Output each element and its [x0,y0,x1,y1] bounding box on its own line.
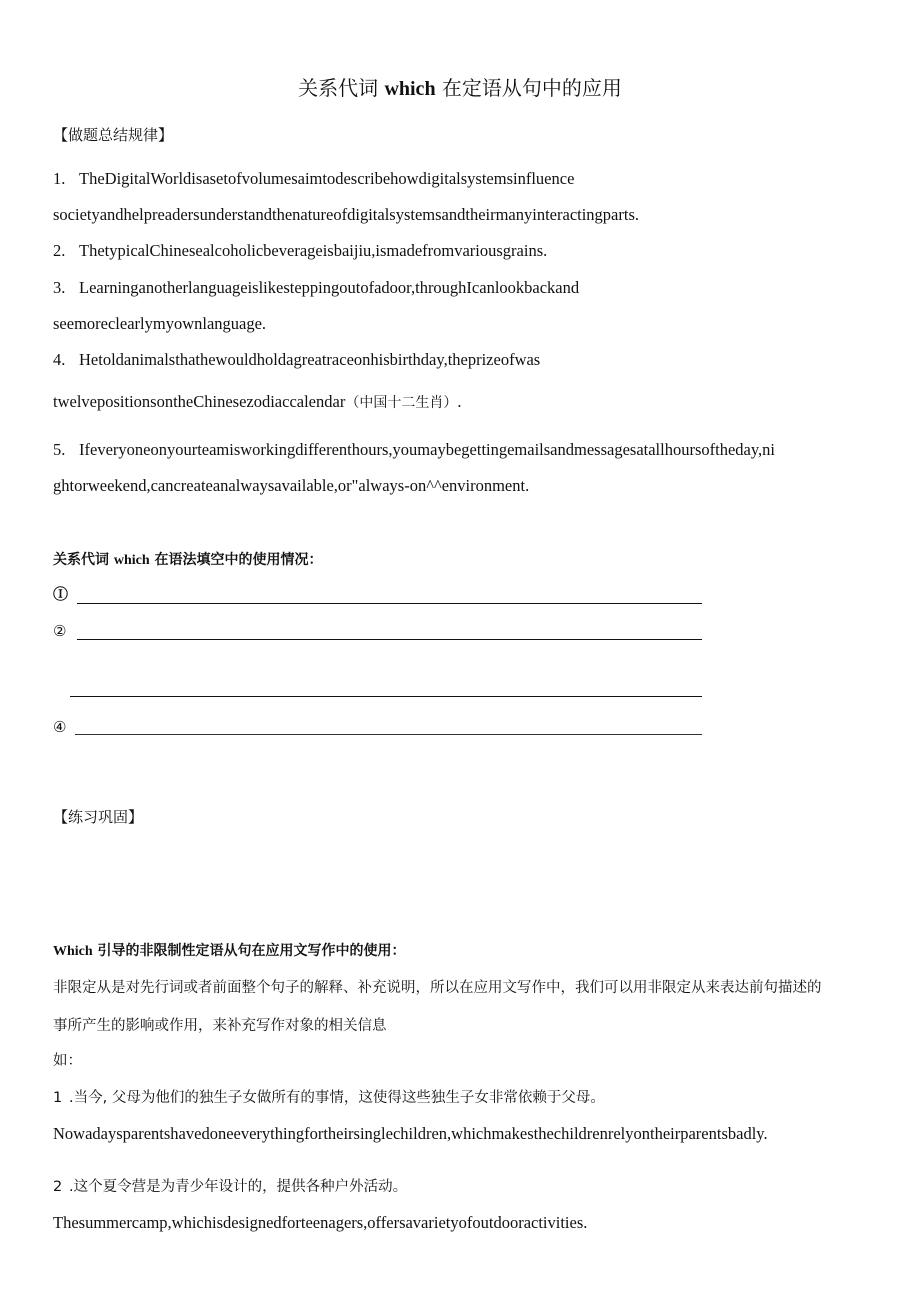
answer-blank-1[interactable] [77,603,702,604]
sentence-2: 2. ThetypicalChinesealcoholicbeverageisbaijiu,ismadefromvariousgrains. [53,241,548,260]
example-2-en: Thesummercamp,whichisdesignedforteenagers,offersavarietyofoutdooractivities. [53,1213,588,1232]
sentence-3-line-1: 3. Learninganotherlanguageislikesteppingoutofadoor,throughIcanlookbackand [53,278,580,297]
blank-marker-2: ② [53,622,67,640]
example-2-cn: 2 .这个夏令营是为青少年设计的，提供各种户外活动。 [53,1179,408,1195]
answer-blank-3[interactable] [70,696,702,697]
usage-heading: 关系代词 which 在语法填空中的使用情况： [53,552,323,568]
sentence-4-line-1: 4. Hetoldanimalsthathewouldholdagreatraceonhisbirthday,theprizeofwas [53,350,541,369]
sentence-5-line-2: ghtorweekend,cancreateanalwaysavailable,or"always-on^^environment. [53,476,530,495]
example-1-cn: 1 .当今, 父母为他们的独生子女做所有的事情，这使得这些独生子女非常依赖于父母。 [53,1090,605,1106]
sentence-4-line-2: twelvepositionsontheChinesezodiaccalendar（中国十二生肖）. [53,392,462,411]
sentence-5-line-1: 5. Ifeveryoneonyourteamisworkingdifferenthours,youmaybegettingemailsandmessagesatallhoursoftheday,ni [53,440,776,459]
blank-marker-1: Ⓘ [53,585,69,603]
writing-heading: Which 引导的非限制性定语从句在应用文写作中的使用： [53,943,406,959]
example-1-en: Nowadaysparentshavedoneeverythingfortheirsinglechildren,whichmakesthechildrenrelyontheirparentsbadly. [53,1124,768,1143]
sentence-1-line-1: 1. TheDigitalWorldisasetofvolumesaimtodescribehowdigitalsystemsinfluence [53,169,575,188]
practice-heading: 【练习巩固】 [53,808,144,826]
writing-paragraph-line-1: 非限定从是对先行词或者前面整个句子的解释、补充说明，所以在应用文写作中，我们可以用非限定从来表达前句描述的 [53,980,822,996]
blank-marker-4: ④ [53,718,67,736]
answer-blank-2[interactable] [77,639,702,640]
writing-paragraph-line-2: 事所产生的影响或作用，来补充写作对象的相关信息 [53,1018,387,1034]
zodiac-note: （中国十二生肖） [345,395,458,411]
summary-heading: 【做题总结规律】 [53,126,174,144]
answer-blank-4[interactable] [75,734,702,735]
example-label: 如： [53,1053,82,1069]
sentence-3-line-2: seemoreclearlymyownlanguage. [53,314,267,333]
page-title: 关系代词 which 在定语从句中的应用 [298,76,622,100]
sentence-1-line-2: societyandhelpreadersunderstandthenatureofdigitalsystemsandtheirmanyinteractingparts. [53,205,640,224]
